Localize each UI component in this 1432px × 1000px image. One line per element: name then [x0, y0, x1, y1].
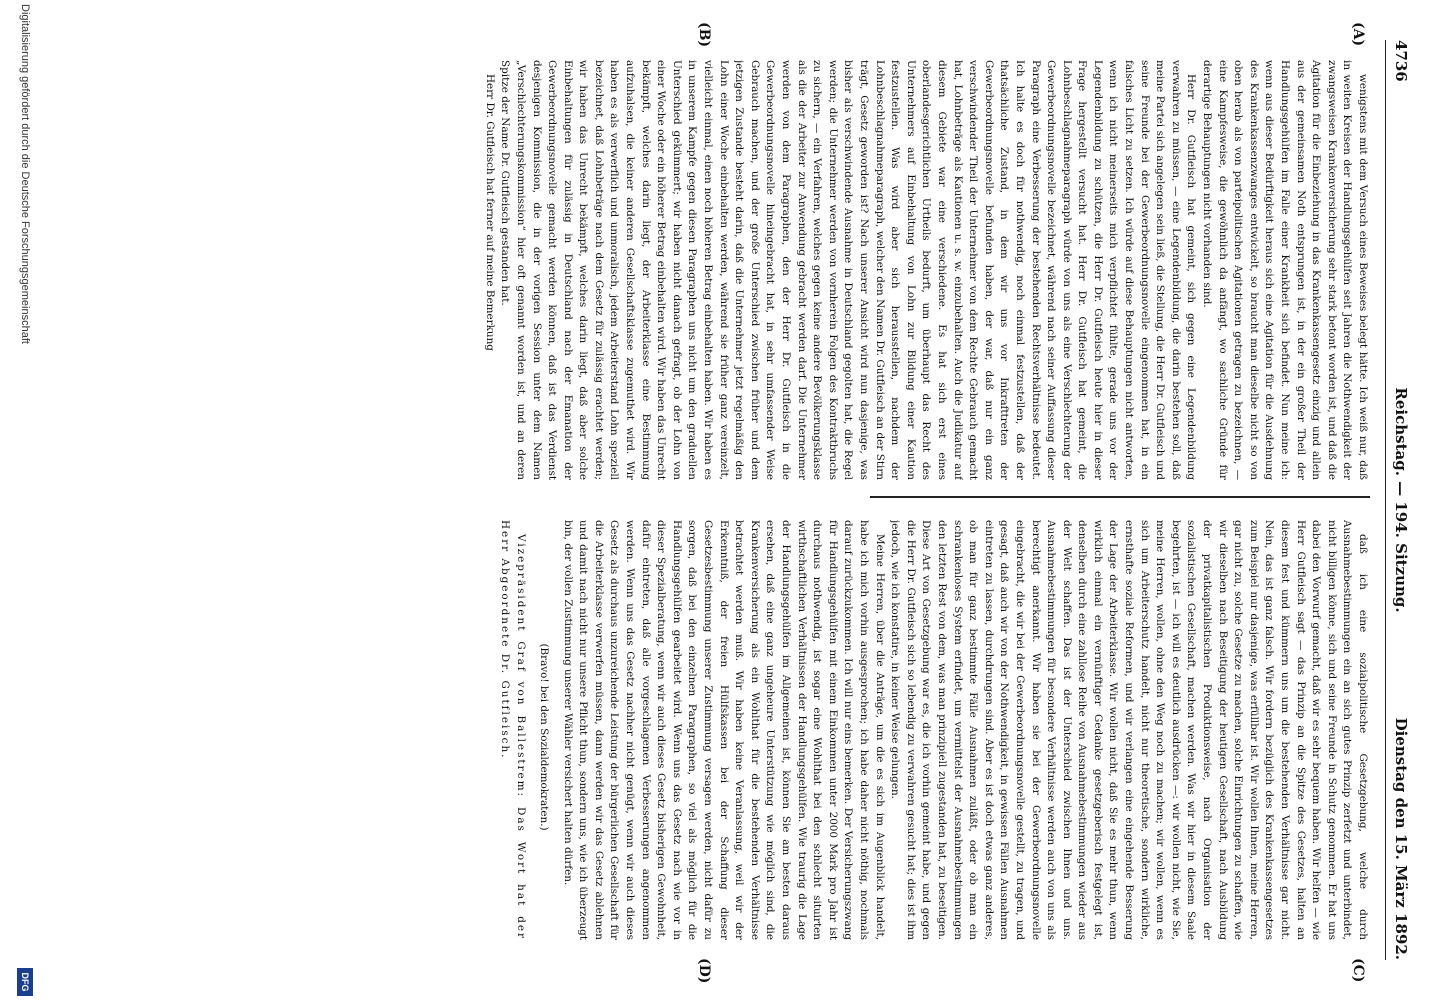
margin-marker-c: (C) — [1350, 958, 1366, 983]
paragraph: Herr Dr. Gutfleisch hat gemeint, sich gegen eine Legendenbildung verwahren zu müssen, — eine Legendenbildung, die darin bestehen soll, daß meine Partei sich angelegen sein ließ, die Stellung, die Herr Dr. Gutfleisch und seine Freunde bei der Gewerbeordnungsnovelle eingenommen hat, in ein falsches Licht zu setzen. Ich würde auf diese Behauptungen nicht antworten, wenn ich nicht meinerseits mich verpflichtet fühlte, gerade uns vor der Legendenbildung zu schützen, die Herr Dr. Gutfleisch heute hier in dieser Frage hergestellt versucht hat. Herr Dr. Gutfleisch hat gemeint, die Lohnbeschlagnahmeparagraph würde von uns als eine Verschlechterung der Gewerbeordnungsnovelle bezeichnet, während nach seiner Auffassung dieser Paragraph eine Verbesserung der bestehenden Rechtsverhältnisse bedeutet. Ich halte es doch für nothwendig, noch einmal festzustellen, daß der thatsächliche Zustand, in dem wir uns vor Inkrafttreten der Gewerbeordnungsnovelle befunden haben, der war, daß nur ein ganz verschwindender Theil der Unternehmer von dem Rechte Gebrauch gemacht hat, Lohnbeträge als Kautionen u. s. w. einzubehalten. Auch die Judikatur auf diesem Gebiete war eine verschiedene. Es hat sich erst eines oberlandesgerichtlichen Urtheils bedurft, um überhaupt das Recht des Unternehmers auf Einbehaltung von Lohn zur Bildung einer Kaution festzustellen. Was wird aber sich herausstellen, nachdem der Lohnbeschlagnahmeparagraph, welcher den Namen Dr. Gutfleisch an der Stirn trägt, Gesetz geworden ist? Nach unserer Ansicht wird nun dasjenige, was bisher als verschwindende Ausnahme in Deutschland gegolten hat, die Regel werden; die Unternehmer werden von vornherein Folgen des Kontraktbruchs zu sichern, — ein Verfahren, welches gegen keine andere Bevölkerungsklasse als die der Arbeiter zur Anwendung gebracht werden darf. Die Unternehmer werden von dem Paragraphen, den der Herr Dr. Gutfleisch in die Gewerbeordnungsnovelle hineingebracht hat, in sehr umfassender Weise Gebrauch machen, und der große Unterschied zwischen früher und dem jetzigen Zustande besteht darin, daß die Unternehmer jetzt regelmäßig den Lohn einer Woche einbehalten werden, während sie früher ganz vereinzelt, vielleicht einmal, einen noch höheren Betrag einbehalten haben. Wir haben es in unserem Kampfe gegen diesen Paragraphen uns nicht um den graduellen Unterschied gekümmert; wir haben nicht danach gefragt, ob der Lohn von einer Woche oder ein höherer Betrag einbehalten wird. Wir haben das Unrecht bekämpft, welches darin liegt, der Arbeiterklasse eine Bestimmung aufzuhalsen, die keiner anderen Gesellschaftsklasse zugemuthet wird. Wir haben es als verwerflich und unmoralisch, jedem Arbeiterstand Lohn speziell bezeichnet, daß Lohnbeträge nach dem Gesetz für zulässig erachtet werden; wir haben das Unrecht bekämpft, welches darin liegt, daß aber solche Einbehaltungen für zulässig in Deutschland nach der Emanation der Gewerbeordnungsnovelle gemacht werden können, daß ist das Verdienst desjenigen Kommission, die in der vorigen Session unter dem Namen „Verschlechterungskommission“ hier oft genannt worden ist, und an deren Spitze der Name Dr. Gutfleisch gestanden hat. — [499, 60, 1198, 480]
paragraph: wenigstens mit dem Versuch eines Beweises belegt hätte. Ich weiß nur, daß in weiten Kreisen der Handlungsgehülfen seit Jahren die Nothwendigkeit der zwangsweisen Krankenversicherung sehr stark betont worden ist, und daß die Agitation für die Einbeziehung in das Krankenkassengesetz einzig und allein aus der gemeinsamen Noth entsprungen ist, in der ein großer Theil der Handlungsgehülfen im Falle einer Krankheit sich befindet. Nun meine ich: wenn aus dieser Bedürftigkeit heraus sich eine Agitation für die Ausdehnung des Krankenkassenzwanges entwickelt, so braucht man dieselbe nicht so von oben herab als von parteipolitischen Agitationen getragen zu bezeichnen, — eine Kampfesweise, die gewöhnlich da anfängt, wo sachliche Gründe für derartige Behauptungen nicht vorhanden sind. — [1201, 60, 1369, 480]
margin-marker-b: (B) — [696, 22, 712, 48]
right-column — [110, 520, 1370, 940]
left-column — [110, 60, 1370, 480]
paragraph: daß ich eine sozialpolitische Gesetzgebung, welche durch Ausnahmebestimmungen ein an sich gutes Prinzip zerfetzt und unterbindet, nicht billigen könne, sich und seine Freunde in Schutz genommen. Er hat uns dabei den Vorwurf gemacht, daß wir es sehr bequem haben. Wir helfen — wie Herr Gutfleisch sagt — das Prinzip an die Spitze des Gesetzes, halten an diesem fest und kümmern uns um die bestehenden Verhältnisse gar nicht. Nein, das ist ganz falsch. Wir fordern bezüglich des Krankenkassengesetzes zum Beispiel nur dasjenige, was erfüllbar ist. Wir wollen Ihnen, meine Herren, gar nicht zu, solche Gesetze zu machen, solche Einrichtungen zu schaffen, wie wir dieselben nach Beseitigung der heutigen Gesellschaft, nach Ausbildung der privatkapitalistischen Produktionsweise, nach Organisation der sozialistischen Gesellschaft, machen werden. Was wir hier in diesem Saale begehrten, ist — ich will es deutlich ausdrücken —: wir wollen nicht, wie Sie, meine Herren, wollen, ohne den Weg noch zu machen; wir wollen, wenn es sich um Arbeiterschutz handelt, nicht nur theoretische, sondern wirkliche, ernsthafte soziale Reformen, und wir verlangen eine eingehende Besserung der Lage der Arbeiterklasse. Wir wollen nicht, daß Sie es mehr thun, wenn wirklich einmal ein vernünftiger Gedanke gesetzgeberisch festgelegt ist, denselben durch eine zahllose Reihe von Ausnahmebestimmungen wieder aus der Welt schaffen. Das ist der Unterschied zwischen Ihnen und uns. Ausnahmebestimmungen für besondere Verhältnisse werden auch von uns als berechtigt anerkannt. Wir haben sie bei der Gewerbeordnungsnovelle eingebracht, die wir bei der Gewerbeordnungsnovelle gestellt, zu tragen, und gesagt, daß auch wir von der Nothwendigkeit, in gewissen Fällen Ausnahmen eintreten zu lassen, durchdrungen sind. Aber es ist doch etwas ganz anderes, ob man für ganz bestimmte Fälle Ausnahmen zuläßt, oder ob man ein schrankenloses System erfindet, um vermittelst der Ausnahmebestimmungen den letzten Rest von dem, was man prinzipiell zugestanden hat, zu beseitigen. Diese Art von Gesetzgebung war es, die ich vorhin gemeint habe, und gegen die Herr Dr. Gutfleisch sich so lebendig zu verwahren gesucht hat; dies ist ihm jedoch, wie ich konstatire, in keiner Weise gelungen. — [889, 520, 1369, 940]
margin-marker-d: (D) — [696, 958, 712, 984]
digitization-credit: Digitalisierung gefördert durch die Deutsche Forschungsgemeinschaft — [19, 4, 31, 344]
page-title: Reichstag. — 194. Sitzung. — [1392, 387, 1410, 613]
stage-direction: (Bravo! bei den Sozialdemokraten.) — [538, 643, 551, 831]
paragraph: Herr Dr. Gutfleisch hat ferner auf meine Bemerkung — [483, 74, 496, 351]
page-number: 4736 — [1392, 40, 1410, 82]
margin-marker-a: (A) — [1350, 22, 1366, 47]
paragraph: Meine Herren, über die Anträge, um die es sich im Augenblick handelt, habe ich mich vorhin ausgesprochen; ich habe daher nicht nöthig, nochmals darauf zurückzukommen. Ich will nur eins bemerken. Der Versicherungszwang für Handlungsgehülfen mit einem Einkommen unter 2000 Mark pro Jahr ist durchaus nothwendig, ist sogar eine Wohlthat bei den schlecht situirten wirthschaftlichen Verhältnissen der Handlungsgehülfen. Wie traurig die Lage der Handlungsgehülfen im Allgemeinen ist, können Sie am besten daraus ersehen, daß eine ganz ungeheure Unterstützung wie möglich sind, die Krankenversicherung als ein Wohlthat für die bestehenden Verhältnisse betrachtet werden muß. Wir haben keine Veranlassung, weil wir der Erkenntniß, der freien Hülfskassen bei der Schaffung dieser Gesetzesbestimmung unserer Zustimmung versagen werden, nicht dafür zu sorgen, daß bei den einzelnen Paragraphen, so viel als möglich für die Handlungsgehülfen gearbeitet wird. Wenn uns das Gesetz nach wie vor in dieser Spezialberatung, wenn wir auch dieses Gesetz bisherigen Gewohnheit, dafür eintreten, daß alle vorgeschlagenen Verbesserungen angenommen werden. Wenn uns das Gesetz nachher nicht genügt, wenn wir auch dieses Gesetz als durchaus unzureichende Leistung der bürgerlichen Gesellschaft für die Arbeiterklasse verwerfen müssen, dann werden wir das Gesetz ablehnen und damit nach nicht nur unsere Pflicht thun, sondern uns, wie ich überzeugt bin, der vollen Zustimmung unserer Wähler versichert halten dürfen. — [561, 520, 886, 940]
page-date: Dienstag den 15. März 1892. — [1392, 717, 1410, 960]
column-divider — [870, 496, 1370, 498]
dfg-logo-icon: DFG — [17, 968, 33, 996]
digitization-footer — [3, 0, 37, 1000]
speaker-line: Vizepräsident Graf von Ballestrem: Das Wort hat der Herr Abgeordnete Dr. Gutfleisch. — [498, 520, 527, 940]
page-header — [1385, 40, 1412, 960]
